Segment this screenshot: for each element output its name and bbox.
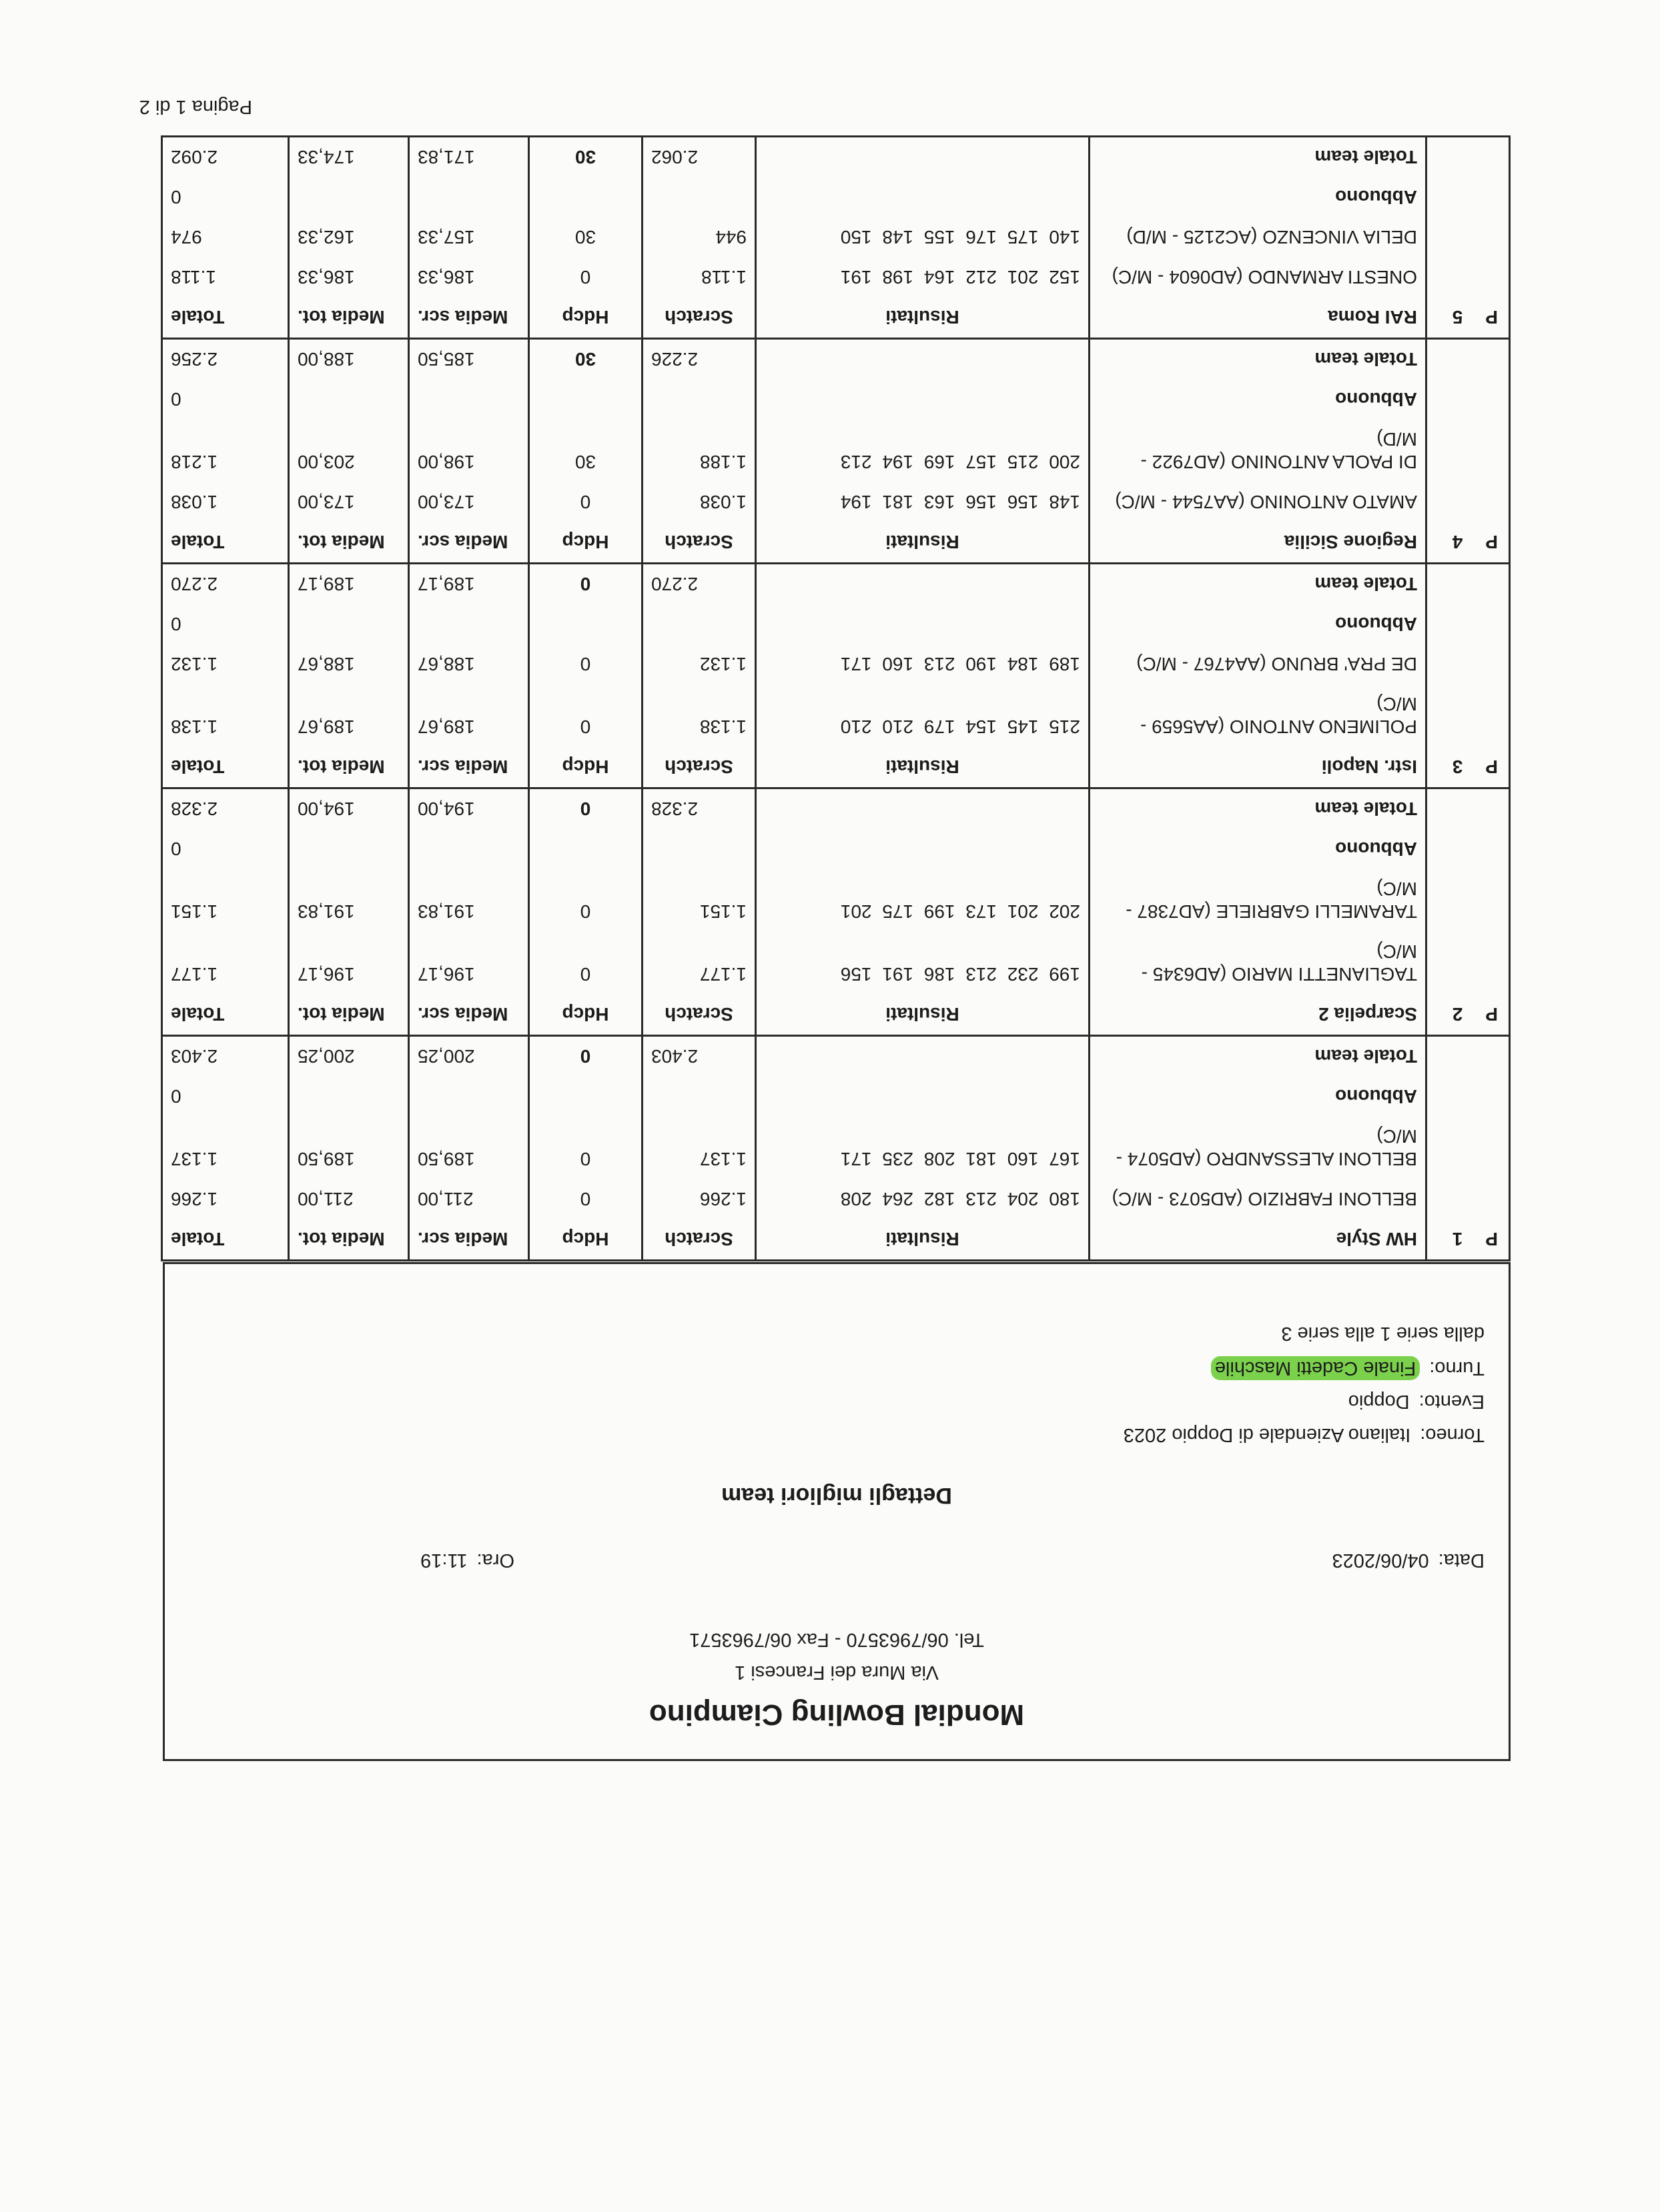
team-total-hdcp: 0 (529, 788, 643, 830)
col-hdcp-header: Hdcp (529, 747, 643, 788)
team-total-totale: 2.270 (162, 564, 289, 605)
player-scores: 180 204 213 182 264 208 (756, 1179, 1090, 1219)
empty-cell (409, 604, 529, 644)
empty-cell (643, 177, 756, 217)
empty-cell (529, 1077, 643, 1117)
team-total-media-tot: 189,17 (289, 564, 409, 605)
empty-cell (1426, 829, 1510, 869)
position-number: 3 (1452, 756, 1463, 777)
col-totale-header: Totale (162, 522, 289, 564)
abbuono-label: Abbuono (1090, 1077, 1426, 1117)
player-media-tot: 186,33 (289, 257, 409, 298)
abbuono-value: 0 (162, 177, 289, 217)
team-position (1426, 747, 1510, 788)
empty-cell (643, 1077, 756, 1117)
team-total-totale: 2.092 (162, 137, 289, 178)
player-hdcp: 0 (529, 932, 643, 995)
abbuono-label: Abbuono (1090, 829, 1426, 869)
abbuono-row (162, 604, 1510, 644)
col-totale-header: Totale (162, 298, 289, 339)
team-name: Scarpelia 2 (1090, 995, 1426, 1036)
team-total-hdcp: 30 (529, 339, 643, 380)
position-prefix: P (1485, 1229, 1498, 1249)
empty-cell (1426, 380, 1510, 420)
team-total-label: Totale team (1090, 788, 1426, 830)
team-total-label: Totale team (1090, 564, 1426, 605)
player-totale: 1.118 (162, 257, 289, 298)
player-row (162, 932, 1510, 995)
empty-cell (289, 177, 409, 217)
date-line (1332, 1549, 1485, 1571)
results-table (161, 135, 1511, 1261)
player-totale: 1.137 (162, 1117, 289, 1179)
player-scores: 199 232 213 186 191 156 (756, 932, 1090, 995)
club-contacts: Tel. 06/7963570 - Fax 06/7963571 (689, 1629, 984, 1650)
team-total-row (162, 137, 1510, 178)
col-hdcp-header: Hdcp (529, 995, 643, 1036)
team-header-row (162, 1219, 1510, 1261)
abbuono-value: 0 (162, 604, 289, 644)
empty-cell (1426, 257, 1510, 298)
player-totale: 1.038 (162, 482, 289, 522)
empty-cell (289, 380, 409, 420)
col-hdcp-header: Hdcp (529, 1219, 643, 1261)
position-prefix: P (1485, 1004, 1498, 1025)
tournament-label: Torneo: (1420, 1424, 1485, 1446)
empty-cell (1426, 604, 1510, 644)
team-position (1426, 995, 1510, 1036)
abbuono-value: 0 (162, 829, 289, 869)
col-media-tot-header: Media tot. (289, 995, 409, 1036)
empty-cell (409, 380, 529, 420)
player-hdcp: 0 (529, 1117, 643, 1179)
position-number: 1 (1452, 1229, 1463, 1249)
player-totale: 1.218 (162, 420, 289, 482)
empty-cell (756, 788, 1090, 830)
player-row (162, 684, 1510, 747)
player-hdcp: 0 (529, 684, 643, 747)
player-hdcp: 30 (529, 217, 643, 257)
player-media-scr: 189,67 (409, 684, 529, 747)
team-header-row (162, 298, 1510, 339)
player-row (162, 1117, 1510, 1179)
abbuono-value: 0 (162, 1077, 289, 1117)
position-number: 4 (1452, 532, 1463, 552)
abbuono-row (162, 1077, 1510, 1117)
player-scratch: 1.038 (643, 482, 756, 522)
event-label: Evento: (1418, 1391, 1485, 1412)
col-hdcp-header: Hdcp (529, 522, 643, 564)
empty-cell (756, 177, 1090, 217)
team-total-hdcp: 30 (529, 137, 643, 178)
team-total-media-tot: 188,00 (289, 339, 409, 380)
team-total-row (162, 564, 1510, 605)
team-total-row (162, 788, 1510, 830)
empty-cell (1426, 869, 1510, 932)
team-total-media-tot: 194,00 (289, 788, 409, 830)
empty-cell (1426, 1117, 1510, 1179)
empty-cell (289, 829, 409, 869)
player-media-scr: 196,17 (409, 932, 529, 995)
col-totale-header: Totale (162, 747, 289, 788)
abbuono-value: 0 (162, 380, 289, 420)
empty-cell (529, 829, 643, 869)
player-scratch: 1.132 (643, 644, 756, 684)
col-scratch-header: Scratch (643, 1219, 756, 1261)
player-name: BELLONI ALESSANDRO (AD5074 - M/C) (1090, 1117, 1426, 1179)
player-row (162, 420, 1510, 482)
empty-cell (643, 604, 756, 644)
series-range: dalla serie 1 alla serie 3 (1281, 1323, 1485, 1344)
col-media-tot-header: Media tot. (289, 522, 409, 564)
team-total-scratch: 2.226 (643, 339, 756, 380)
abbuono-label: Abbuono (1090, 177, 1426, 217)
team-name: HW Style (1090, 1219, 1426, 1261)
team-position (1426, 522, 1510, 564)
player-hdcp: 0 (529, 257, 643, 298)
col-totale-header: Totale (162, 995, 289, 1036)
player-media-tot: 211,00 (289, 1179, 409, 1219)
team-name: Regione Sicilia (1090, 522, 1426, 564)
team-total-scratch: 2.328 (643, 788, 756, 830)
player-row (162, 257, 1510, 298)
team-total-media-tot: 174,33 (289, 137, 409, 178)
results-body (162, 137, 1510, 1261)
player-media-tot: 173,00 (289, 482, 409, 522)
empty-cell (1426, 339, 1510, 380)
col-results-header: Risultati (756, 995, 1090, 1036)
position-prefix: P (1485, 756, 1498, 777)
col-results-header: Risultati (756, 1219, 1090, 1261)
team-total-scratch: 2.062 (643, 137, 756, 178)
col-results-header: Risultati (756, 522, 1090, 564)
player-media-tot: 196,17 (289, 932, 409, 995)
col-hdcp-header: Hdcp (529, 298, 643, 339)
player-name: DELIA VINCENZO (AC2125 - M/D) (1090, 217, 1426, 257)
time-value: 11:19 (420, 1550, 468, 1571)
col-media-scr-header: Media scr. (409, 995, 529, 1036)
empty-cell (1426, 932, 1510, 995)
col-media-tot-header: Media tot. (289, 1219, 409, 1261)
abbuono-label: Abbuono (1090, 604, 1426, 644)
col-totale-header: Totale (162, 1219, 289, 1261)
empty-cell (1426, 564, 1510, 605)
abbuono-row (162, 380, 1510, 420)
position-prefix: P (1485, 307, 1498, 328)
col-scratch-header: Scratch (643, 747, 756, 788)
player-scores: 189 184 190 213 160 171 (756, 644, 1090, 684)
team-total-media-scr: 200,25 (409, 1036, 529, 1077)
player-scratch: 1.177 (643, 932, 756, 995)
time-label: Ora: (476, 1550, 514, 1571)
player-totale: 1.138 (162, 684, 289, 747)
team-total-label: Totale team (1090, 137, 1426, 178)
empty-cell (1426, 217, 1510, 257)
player-hdcp: 0 (529, 644, 643, 684)
player-totale: 1.177 (162, 932, 289, 995)
player-scores: 215 145 154 179 210 210 (756, 684, 1090, 747)
team-total-totale: 2.256 (162, 339, 289, 380)
player-media-scr: 173,00 (409, 482, 529, 522)
team-name: Istr. Napoli (1090, 747, 1426, 788)
tournament-line (1124, 1424, 1485, 1446)
club-name: Mondial Bowling Ciampino (649, 1698, 1025, 1731)
team-total-media-scr: 185,50 (409, 339, 529, 380)
player-media-tot: 188,67 (289, 644, 409, 684)
player-name: DI PAOLA ANTONINO (AD7922 - M/D) (1090, 420, 1426, 482)
empty-cell (1426, 788, 1510, 830)
empty-cell (1426, 1077, 1510, 1117)
player-name: AMATO ANTONINO (AA7544 - M/C) (1090, 482, 1426, 522)
team-total-totale: 2.328 (162, 788, 289, 830)
turn-label: Turno: (1429, 1357, 1485, 1379)
position-prefix: P (1485, 532, 1498, 552)
player-media-scr: 191,83 (409, 869, 529, 932)
header-box (163, 1262, 1511, 1761)
col-media-tot-header: Media tot. (289, 298, 409, 339)
club-address: Via Mura dei Francesi 1 (735, 1662, 939, 1683)
col-media-scr-header: Media scr. (409, 298, 529, 339)
player-scratch: 1.137 (643, 1117, 756, 1179)
empty-cell (409, 829, 529, 869)
player-scores: 200 215 157 169 194 213 (756, 420, 1090, 482)
empty-cell (756, 1036, 1090, 1077)
player-scratch: 1.188 (643, 420, 756, 482)
empty-cell (643, 380, 756, 420)
date-label: Data: (1438, 1550, 1485, 1571)
col-media-scr-header: Media scr. (409, 522, 529, 564)
player-scratch: 1.266 (643, 1179, 756, 1219)
player-name: ONESTI ARMANDO (AD0604 - M/C) (1090, 257, 1426, 298)
player-scratch: 1.118 (643, 257, 756, 298)
empty-cell (289, 604, 409, 644)
col-results-header: Risultati (756, 747, 1090, 788)
turn-value-highlighted: Finale Cadetti Maschile (1211, 1356, 1420, 1380)
player-media-tot: 189,50 (289, 1117, 409, 1179)
abbuono-label: Abbuono (1090, 380, 1426, 420)
team-header-row (162, 522, 1510, 564)
empty-cell (409, 1077, 529, 1117)
empty-cell (756, 339, 1090, 380)
time-line (420, 1549, 514, 1571)
empty-cell (756, 564, 1090, 605)
player-hdcp: 0 (529, 1179, 643, 1219)
player-row (162, 1179, 1510, 1219)
player-media-scr: 189,50 (409, 1117, 529, 1179)
player-media-tot: 191,83 (289, 869, 409, 932)
team-header-row (162, 747, 1510, 788)
empty-cell (1426, 684, 1510, 747)
player-scores: 202 201 173 199 175 201 (756, 869, 1090, 932)
empty-cell (529, 604, 643, 644)
empty-cell (529, 177, 643, 217)
player-totale: 1.266 (162, 1179, 289, 1219)
player-name: TAGLIANETTI MARIO (AD6345 - M/C) (1090, 932, 1426, 995)
event-line (1348, 1390, 1485, 1412)
player-name: POLIMENO ANTONIO (AA5659 - M/C) (1090, 684, 1426, 747)
tournament-value: Italiano Aziendale di Doppio 2023 (1123, 1424, 1411, 1446)
team-total-row (162, 339, 1510, 380)
empty-cell (756, 137, 1090, 178)
team-position (1426, 298, 1510, 339)
col-results-header: Risultati (756, 298, 1090, 339)
col-scratch-header: Scratch (643, 995, 756, 1036)
player-row (162, 869, 1510, 932)
col-media-scr-header: Media scr. (409, 747, 529, 788)
player-row (162, 644, 1510, 684)
player-media-scr: 157,33 (409, 217, 529, 257)
col-media-tot-header: Media tot. (289, 747, 409, 788)
player-name: DE PRA' BRUNO (AA4767 - M/C) (1090, 644, 1426, 684)
player-scratch: 1.151 (643, 869, 756, 932)
team-total-hdcp: 0 (529, 564, 643, 605)
position-number: 5 (1452, 307, 1463, 328)
player-media-tot: 162,33 (289, 217, 409, 257)
player-hdcp: 30 (529, 420, 643, 482)
player-media-tot: 189,67 (289, 684, 409, 747)
col-media-scr-header: Media scr. (409, 1219, 529, 1261)
player-scores: 148 156 156 163 181 194 (756, 482, 1090, 522)
player-row (162, 217, 1510, 257)
team-total-media-scr: 194,00 (409, 788, 529, 830)
event-value: Doppio (1348, 1391, 1410, 1412)
player-scratch: 1.138 (643, 684, 756, 747)
empty-cell (1426, 420, 1510, 482)
turn-line (1211, 1357, 1485, 1379)
team-position (1426, 1219, 1510, 1261)
abbuono-row (162, 829, 1510, 869)
abbuono-row (162, 177, 1510, 217)
player-hdcp: 0 (529, 869, 643, 932)
team-total-label: Totale team (1090, 339, 1426, 380)
team-total-label: Totale team (1090, 1036, 1426, 1077)
team-header-row (162, 995, 1510, 1036)
player-media-scr: 186,33 (409, 257, 529, 298)
player-totale: 1.151 (162, 869, 289, 932)
empty-cell (409, 177, 529, 217)
empty-cell (1426, 177, 1510, 217)
team-total-totale: 2.403 (162, 1036, 289, 1077)
team-total-scratch: 2.270 (643, 564, 756, 605)
team-total-hdcp: 0 (529, 1036, 643, 1077)
col-scratch-header: Scratch (643, 298, 756, 339)
team-total-media-tot: 200,25 (289, 1036, 409, 1077)
player-media-scr: 198,00 (409, 420, 529, 482)
player-hdcp: 0 (529, 482, 643, 522)
player-scores: 140 175 176 155 148 150 (756, 217, 1090, 257)
player-name: TARAMELLI GABRIELE (AD7387 - M/C) (1090, 869, 1426, 932)
player-scores: 152 201 212 164 198 191 (756, 257, 1090, 298)
empty-cell (756, 829, 1090, 869)
player-media-scr: 211,00 (409, 1179, 529, 1219)
empty-cell (1426, 482, 1510, 522)
player-media-scr: 188,67 (409, 644, 529, 684)
empty-cell (1426, 644, 1510, 684)
player-totale: 1.132 (162, 644, 289, 684)
team-total-row (162, 1036, 1510, 1077)
player-scores: 167 160 181 208 235 171 (756, 1117, 1090, 1179)
player-media-tot: 203,00 (289, 420, 409, 482)
empty-cell (289, 1077, 409, 1117)
empty-cell (1426, 1036, 1510, 1077)
player-scratch: 944 (643, 217, 756, 257)
empty-cell (529, 380, 643, 420)
empty-cell (756, 380, 1090, 420)
team-total-media-scr: 171,83 (409, 137, 529, 178)
empty-cell (643, 829, 756, 869)
team-name: RAI Roma (1090, 298, 1426, 339)
player-totale: 974 (162, 217, 289, 257)
document-title: Dettagli migliori team (721, 1483, 952, 1508)
col-scratch-header: Scratch (643, 522, 756, 564)
player-row (162, 482, 1510, 522)
player-name: BELLONI FABRIZIO (AD5073 - M/C) (1090, 1179, 1426, 1219)
empty-cell (1426, 137, 1510, 178)
team-total-media-scr: 189,17 (409, 564, 529, 605)
team-total-scratch: 2.403 (643, 1036, 756, 1077)
empty-cell (756, 1077, 1090, 1117)
empty-cell (756, 604, 1090, 644)
empty-cell (1426, 1179, 1510, 1219)
page-number: Pagina 1 di 2 (139, 96, 252, 117)
position-number: 2 (1452, 1004, 1463, 1025)
date-value: 04/06/2023 (1332, 1550, 1429, 1571)
